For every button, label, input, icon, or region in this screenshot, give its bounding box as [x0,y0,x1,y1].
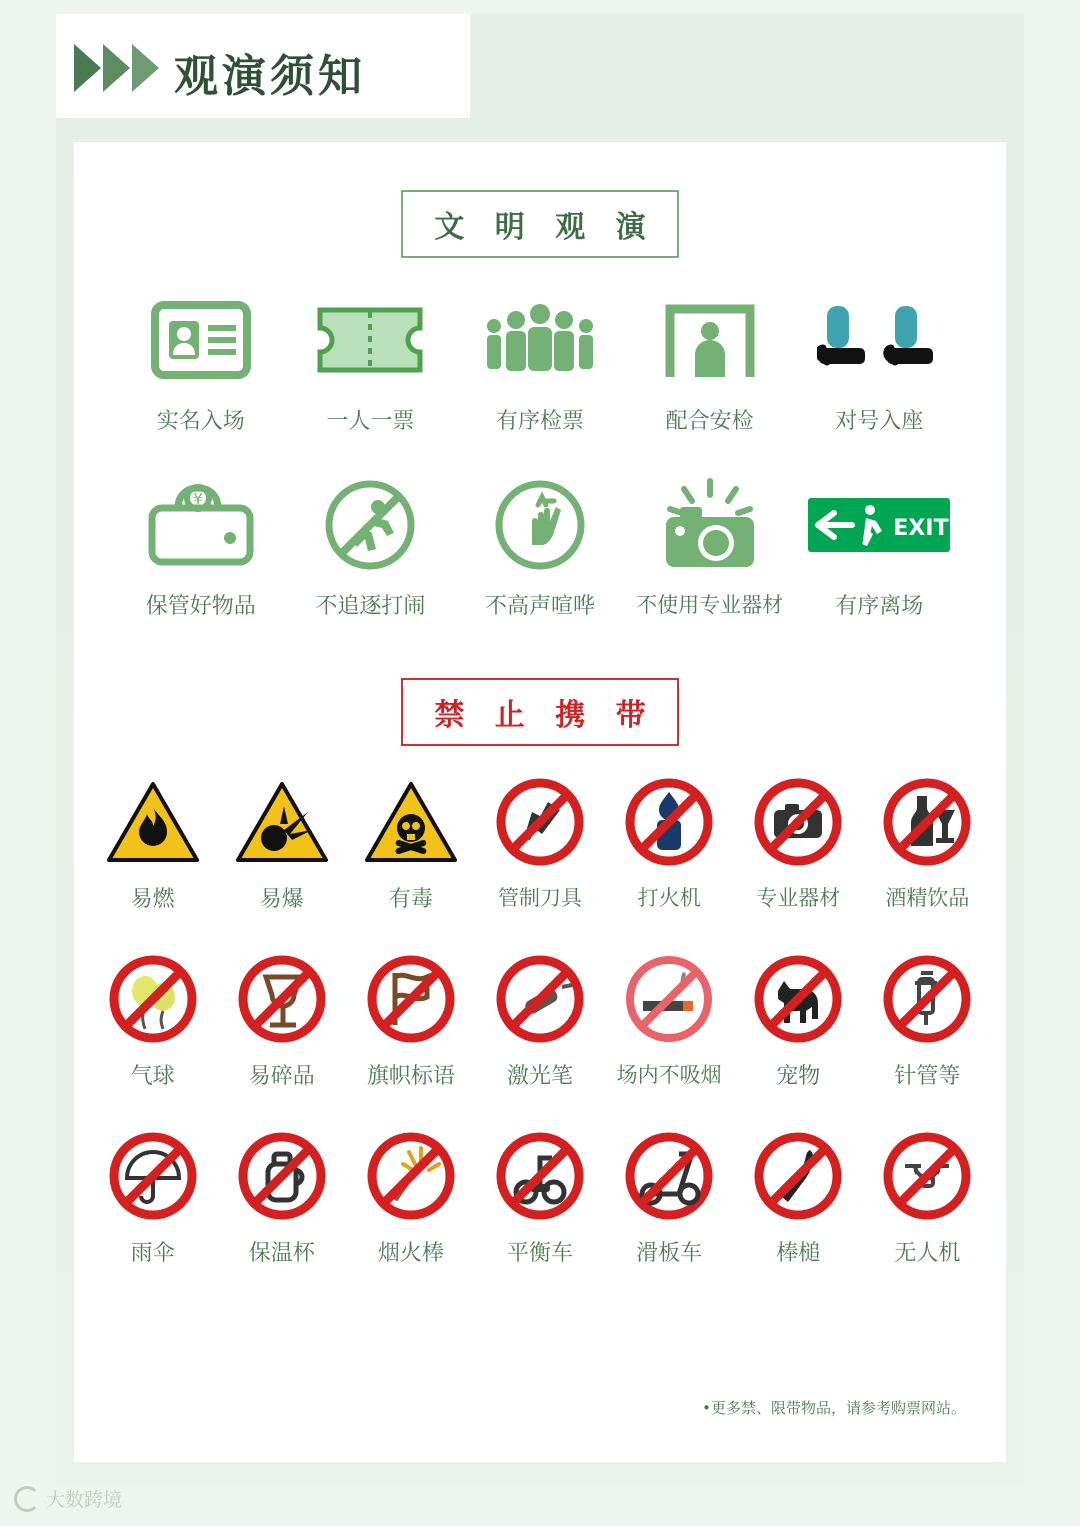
section-title-civilized: 文 明 观 演 [401,190,679,258]
no-alcohol-icon [881,774,973,870]
item-label: 雨伞 [130,1241,175,1266]
wallet-icon [146,473,256,577]
watermark-text: 大数跨境 [46,1489,123,1511]
no-running-icon [322,473,418,577]
item-label: 无人机 [894,1241,961,1266]
item-no-balloon [88,951,217,1090]
item-label: 酒精饮品 [885,886,970,910]
no-baseball-bat-icon [752,1128,844,1224]
no-balloon-icon [107,951,199,1047]
queue-people-icon [480,288,600,392]
no-camera-icon [752,774,844,870]
page-title: 观演须知 [174,51,366,102]
item-label: 不使用专业器材 [636,593,784,617]
item-flammable [88,774,217,913]
item-realname-entry [116,288,286,435]
item-no-fireworks [346,1128,475,1267]
item-label: 配合安检 [665,409,754,434]
item-one-ticket [286,288,456,435]
svg-text:EXIT: EXIT [893,516,949,541]
item-label: 有序检票 [495,409,584,434]
chevron-right-icon [132,44,159,92]
watermark-logo-icon [14,1486,40,1512]
item-no-thermos [217,1128,346,1267]
content-card [74,142,1006,1462]
item-toxic [346,774,475,913]
civilized-grid-row2 [74,473,1006,620]
prohibited-grid-row3 [74,1128,1006,1267]
ticket-icon [314,288,426,392]
no-fireworks-icon [365,1128,457,1224]
item-no-running [286,473,456,620]
item-orderly-exit [794,473,964,620]
item-no-knife [475,774,604,913]
item-no-shouting [455,473,625,620]
item-label: 易爆 [259,887,304,912]
item-no-umbrella [88,1128,217,1267]
no-lighter-icon [623,774,715,870]
item-no-flag [346,951,475,1090]
page-header [56,14,470,118]
item-no-alcohol [863,774,992,913]
item-no-bat [734,1128,863,1267]
item-label: 一人一票 [326,409,415,434]
item-no-drone [863,1128,992,1267]
exit-sign-icon [808,473,950,577]
no-knife-icon [494,774,586,870]
item-label: 有毒 [388,887,433,912]
security-gate-icon [662,288,758,392]
svg-text:¥: ¥ [193,490,203,508]
item-label: 针管等 [894,1064,961,1089]
chevron-decoration [74,44,159,92]
no-pro-camera-icon [650,473,770,577]
item-no-smoking [605,951,734,1090]
item-label: 不高声喧哗 [484,594,595,619]
item-label: 激光笔 [506,1064,573,1089]
item-security-check [625,288,795,435]
chevron-right-icon [74,44,101,92]
no-flag-icon [365,951,457,1047]
item-label: 场内不吸烟 [616,1063,722,1087]
no-pets-icon [752,951,844,1047]
no-scooter-icon [623,1128,715,1224]
toxic-warning-icon [365,774,457,870]
civilized-grid-row1 [74,288,1006,435]
item-no-syringe [863,951,992,1090]
no-umbrella-icon [107,1128,199,1224]
item-label: 打火机 [637,886,701,910]
item-no-lighter [605,774,734,913]
item-label: 气球 [130,1064,175,1089]
item-label: 平衡车 [506,1241,573,1266]
item-no-hoverboard [475,1128,604,1267]
item-label: 保温杯 [248,1241,315,1266]
item-label: 保管好物品 [145,594,256,619]
item-no-fragile [217,951,346,1090]
item-label: 专业器材 [756,886,841,910]
no-thermos-icon [236,1128,328,1224]
prohibited-grid-row2 [74,951,1006,1090]
item-no-laser [475,951,604,1090]
item-label: 实名入场 [156,409,245,434]
item-no-pro-equipment [625,473,795,620]
no-laser-pointer-icon [494,951,586,1047]
item-label: 不追逐打闹 [315,594,426,619]
item-label: 旗帜标语 [366,1064,455,1089]
no-syringe-icon [881,951,973,1047]
no-drone-icon [881,1128,973,1224]
id-card-icon [151,288,251,392]
item-no-scooter [605,1128,734,1267]
item-seat-number [794,288,964,435]
no-shouting-icon [492,473,588,577]
no-fragile-glass-icon [236,951,328,1047]
watermark [14,1485,122,1512]
item-no-camera [734,774,863,913]
item-label: 易碎品 [248,1064,315,1089]
poster-page [56,14,1024,1484]
item-label: 烟火棒 [377,1241,444,1266]
item-label: 易燃 [130,887,175,912]
footnote: •更多禁、限带物品，请参考购票网站。 [702,1399,966,1417]
item-label: 宠物 [776,1064,821,1089]
prohibited-grid-row1 [74,774,1006,913]
item-no-pets [734,951,863,1090]
flammable-warning-icon [107,774,199,870]
item-label: 对号入座 [835,409,924,434]
item-orderly-check [455,288,625,435]
chevron-right-icon [103,44,130,92]
section-title-prohibited: 禁 止 携 带 [401,678,679,746]
item-explosive [217,774,346,913]
item-label: 有序离场 [835,594,924,619]
no-hoverboard-icon [494,1128,586,1224]
item-label: 棒槌 [776,1241,821,1266]
explosive-warning-icon [236,774,328,870]
item-label: 滑板车 [636,1241,703,1266]
no-smoking-icon [623,951,715,1047]
item-keep-belongings [116,473,286,620]
seats-icon [817,288,941,392]
item-label: 管制刀具 [497,886,582,910]
